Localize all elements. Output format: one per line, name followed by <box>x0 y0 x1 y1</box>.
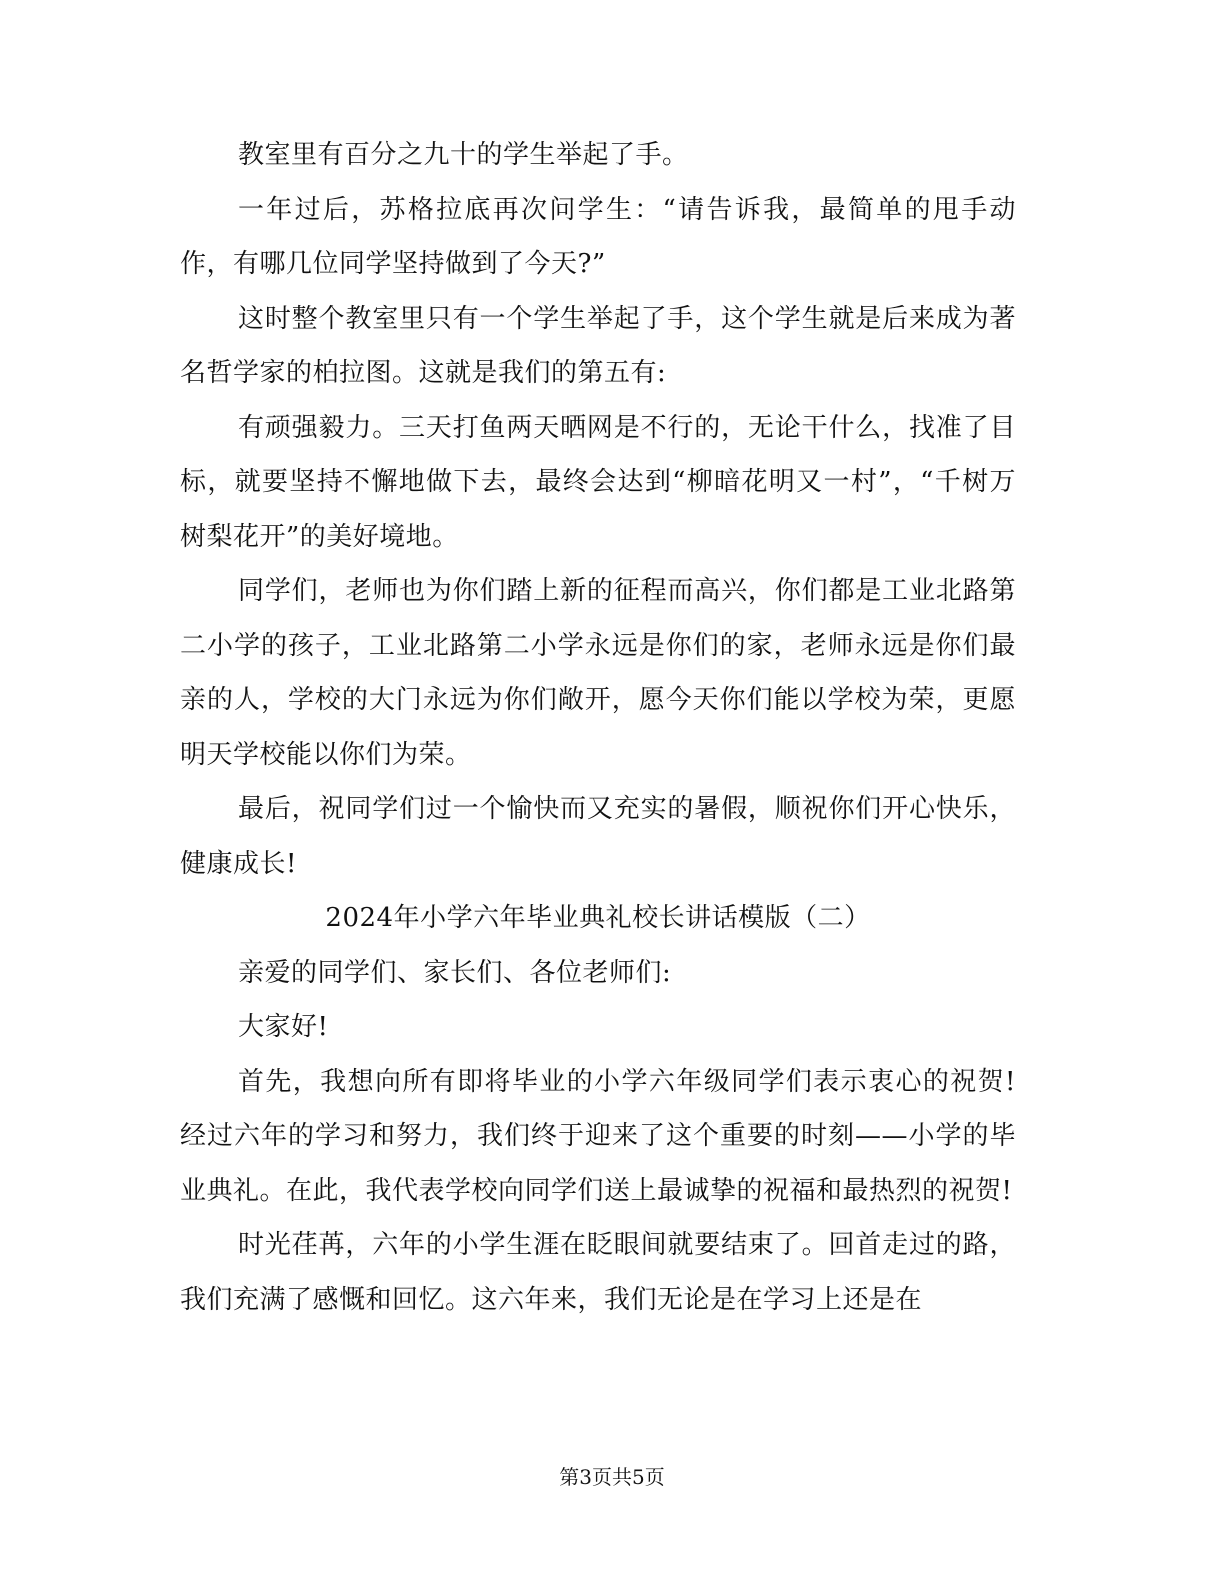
paragraph: 时光荏苒，六年的小学生涯在眨眼间就要结束了。回首走过的路，我们充满了感慨和回忆。这六年来，我们无论是在学习上还是在 <box>180 1230 1016 1315</box>
document-body <box>180 128 1016 1327</box>
paragraph: 这时整个教室里只有一个学生举起了手，这个学生就是后来成为著名哲学家的柏拉图。这就是我们的第五有: <box>180 303 1016 388</box>
paragraph: 首先，我想向所有即将毕业的小学六年级同学们表示衷心的祝贺!经过六年的学习和努力，我们终于迎来了这个重要的时刻——小学的毕业典礼。在此，我代表学校向同学们送上最诚挚的祝福和最热烈的祝贺! <box>180 1066 1016 1206</box>
paragraph: 有顽强毅力。三天打鱼两天晒网是不行的，无论干什么，找准了目标，就要坚持不懈地做下去，最终会达到“柳暗花明又一村”，“千树万树梨花开”的美好境地。 <box>180 412 1016 552</box>
paragraph: 一年过后，苏格拉底再次问学生：“请告诉我，最简单的甩手动作，有哪几位同学坚持做到了今天?” <box>180 194 1016 279</box>
paragraph: 大家好! <box>238 1012 329 1042</box>
paragraph: 最后，祝同学们过一个愉快而又充实的暑假，顺祝你们开心快乐，健康成长! <box>180 794 1016 879</box>
page-number: 第3页共5页 <box>559 1465 665 1489</box>
paragraph: 同学们，老师也为你们踏上新的征程而高兴，你们都是工业北路第二小学的孩子，工业北路第二小学永远是你们的家，老师永远是你们最亲的人，学校的大门永远为你们敞开，愿今天你们能以学校为荣，更愿明天学校能以你们为荣。 <box>180 576 1016 770</box>
paragraph: 教室里有百分之九十的学生举起了手。 <box>238 140 689 170</box>
paragraph: 亲爱的同学们、家长们、各位老师们: <box>238 957 672 988</box>
section-title: 2024年小学六年毕业典礼校长讲话模版（二） <box>325 903 871 933</box>
